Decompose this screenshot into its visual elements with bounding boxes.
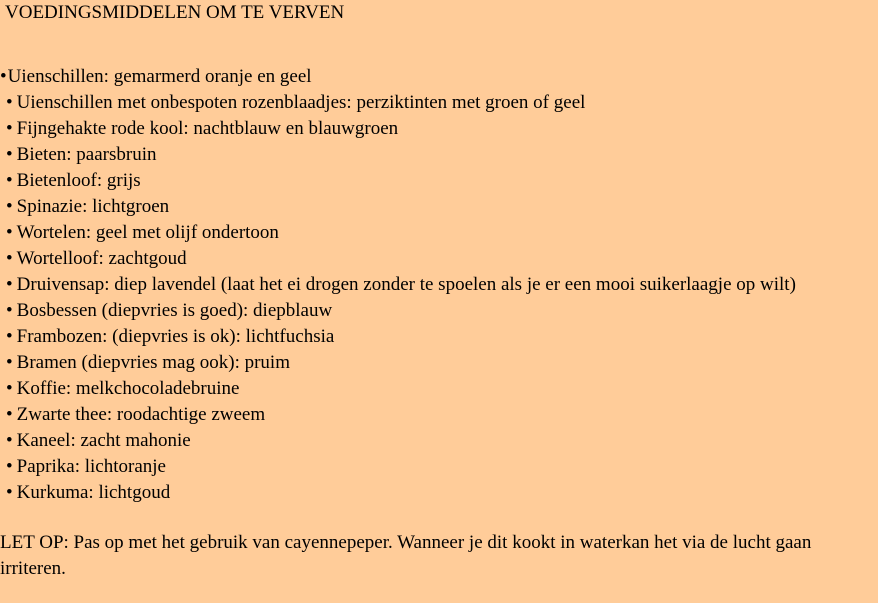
list-item: [0, 402, 796, 428]
list-item: [0, 116, 796, 142]
bullet-icon: •: [0, 66, 7, 87]
list-item: [0, 142, 796, 168]
bullet-icon: •: [6, 300, 13, 321]
list-item: [0, 480, 796, 506]
list-item: [0, 90, 796, 116]
bullet-icon: •: [6, 248, 13, 269]
list-item: [0, 298, 796, 324]
list-item-text: Uienschillen met onbespoten rozenblaadjes: perziktinten met groen of geel: [16, 92, 586, 113]
list-item-text: Frambozen: (diepvries is ok): lichtfuchsia: [16, 326, 335, 347]
list-item-text: Uienschillen: gemarmerd oranje en geel: [7, 66, 312, 87]
list-item-text: Wortelloof: zachtgoud: [16, 248, 187, 269]
bullet-icon: •: [6, 196, 13, 217]
bullet-icon: •: [6, 118, 13, 139]
bullet-icon: •: [6, 144, 13, 165]
bullet-icon: •: [6, 274, 13, 295]
list-item: [0, 168, 796, 194]
list-item: [0, 454, 796, 480]
list-item: [0, 324, 796, 350]
list-item-text: Koffie: melkchocoladebruine: [16, 378, 240, 399]
bullet-icon: •: [6, 378, 13, 399]
dye-food-list: [0, 64, 796, 506]
bullet-icon: •: [6, 404, 13, 425]
list-item-text: Bramen (diepvries mag ook): pruim: [16, 352, 290, 373]
list-item-text: Wortelen: geel met olijf ondertoon: [16, 222, 279, 243]
list-item: [0, 246, 796, 272]
list-item-text: Spinazie: lichtgroen: [16, 196, 170, 217]
list-item-text: Druivensap: diep lavendel (laat het ei drogen zonder te spoelen als je er een mooi suikerlaagje op wilt): [16, 274, 796, 295]
list-item-text: Bieten: paarsbruin: [16, 144, 157, 165]
bullet-icon: •: [6, 92, 13, 113]
page-title: VOEDINGSMIDDELEN OM TE VERVEN: [5, 2, 345, 23]
bullet-icon: •: [6, 352, 13, 373]
list-item: [0, 272, 796, 298]
list-item-text: Fijngehakte rode kool: nachtblauw en blauwgroen: [16, 118, 399, 139]
list-item-text: Kaneel: zacht mahonie: [16, 430, 191, 451]
bullet-icon: •: [6, 170, 13, 191]
list-item-text: Kurkuma: lichtgoud: [16, 482, 171, 503]
list-item: [0, 64, 796, 90]
bullet-icon: •: [6, 430, 13, 451]
list-item-text: Paprika: lichtoranje: [16, 456, 166, 477]
list-item-text: Bosbessen (diepvries is goed): diepblauw: [16, 300, 333, 321]
list-item: [0, 376, 796, 402]
list-item: [0, 220, 796, 246]
list-item: [0, 194, 796, 220]
bullet-icon: •: [6, 482, 13, 503]
list-item: [0, 428, 796, 454]
warning-note: LET OP: Pas op met het gebruik van cayennepeper. Wanneer je dit kookt in waterkan het via de lucht gaan irriteren.: [0, 532, 812, 579]
bullet-icon: •: [6, 326, 13, 347]
list-item-text: Zwarte thee: roodachtige zweem: [16, 404, 266, 425]
bullet-icon: •: [6, 222, 13, 243]
bullet-icon: •: [6, 456, 13, 477]
list-item-text: Bietenloof: grijs: [16, 170, 141, 191]
list-item: [0, 350, 796, 376]
